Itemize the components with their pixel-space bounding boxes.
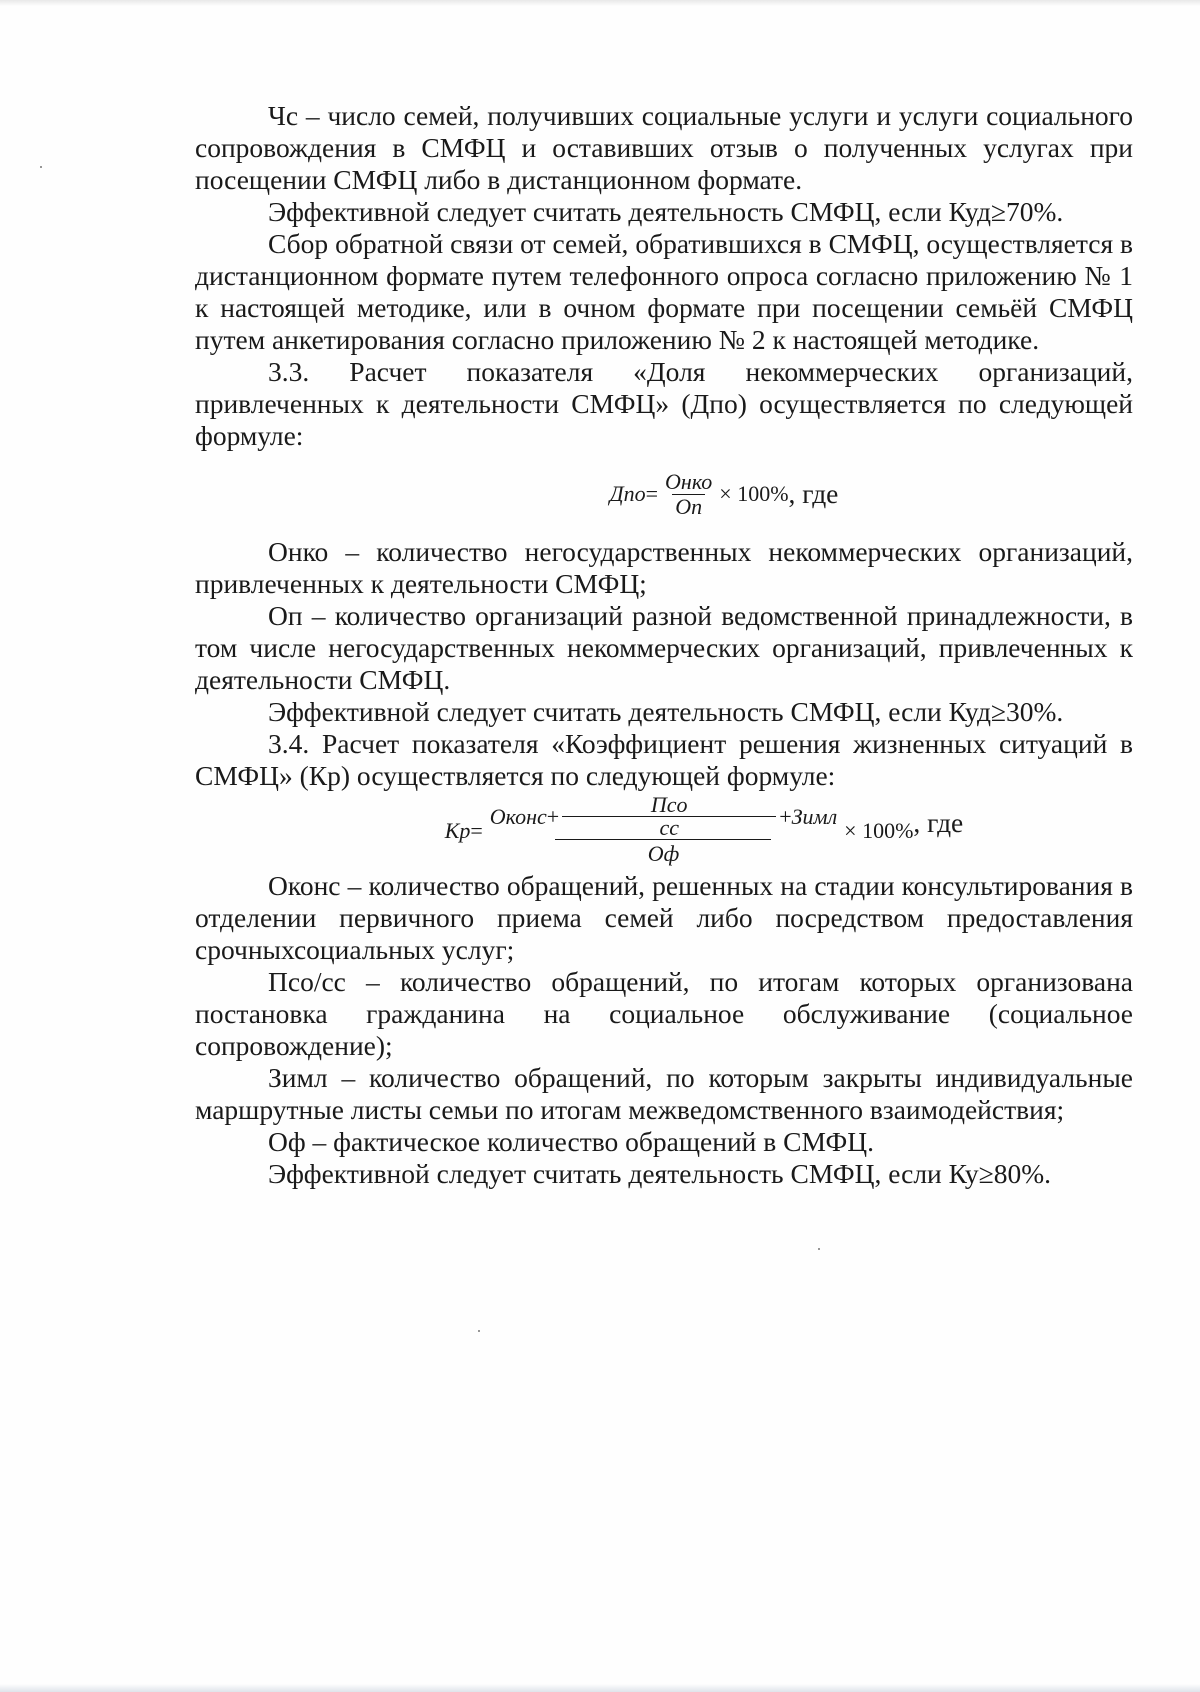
- paragraph-efficiency-30: Эффективной следует считать деятельность СМФЦ, если Куд≥30%.: [268, 696, 1064, 727]
- paragraph-ziml-definition: Зимл – количество обращений, по которым закрыты индивидуальные маршрутные листы семьи по итогам межведомственного взаимодействия;: [195, 1062, 1133, 1125]
- formula-kr-numerator: [487, 794, 840, 839]
- scan-speck: [478, 1330, 480, 1332]
- formula-kr-inner-fraction: [562, 794, 776, 839]
- formula-kr-inner-numerator: Пco: [650, 792, 688, 817]
- formula-kr-plus-2: +: [779, 803, 792, 829]
- formula-kr-equals: =: [470, 818, 483, 843]
- formula-dpo-numerator: Онко: [665, 468, 713, 494]
- formula-kr-term-ziml: Зимл: [791, 803, 838, 829]
- scan-speck: [818, 1248, 820, 1250]
- paragraph-section-3-3: 3.3. Расчет показателя «Доля некоммерческих организаций, привлеченных к деятельности СМФЦ» (Дпо) осуществляется по следующей формуле:: [195, 356, 1133, 451]
- formula-kr: [275, 792, 1133, 870]
- paragraph-efficiency-70: Эффективной следует считать деятельность СМФЦ, если Куд≥70%.: [268, 196, 1064, 227]
- formula-dpo-fraction: [662, 470, 715, 519]
- document-body: [195, 100, 1133, 1190]
- formula-dpo-equals: =: [645, 481, 659, 506]
- paragraph-okons-definition: Оконс – количество обращений, решенных на стадии консультирования в отделении первичного приема семей либо посредством предоставления срочныхсоциальных услуг;: [195, 870, 1133, 965]
- formula-kr-plus-1: +: [546, 803, 560, 829]
- paragraph-of-definition: Оф – фактическое количество обращений в СМФЦ.: [268, 1126, 875, 1157]
- formula-dpo-lhs: Дпо: [609, 481, 646, 506]
- formula-kr-tail: , где: [913, 807, 964, 838]
- scan-edge-bottom: [0, 1684, 1200, 1692]
- paragraph-op-definition: Оп – количество организаций разной ведомственной принадлежности, в том числе негосударственных некоммерческих организаций, привлеченных к деятельности СМФЦ.: [195, 600, 1133, 695]
- paragraph-onko-definition: Онко – количество негосударственных некоммерческих организаций, привлеченных к деятельности СМФЦ;: [195, 536, 1133, 599]
- paragraph-feedback-collection: Сбор обратной связи от семей, обратившихся в СМФЦ, осуществляется в дистанционном формате путем телефонного опроса согласно приложению № 1 к настоящей методике, или в очном формате при посещении семьёй СМФЦ путем анкетирования согласно приложению № 2 к настоящей методике.: [195, 228, 1133, 355]
- paragraph-chs-definition: Чс – число семей, получивших социальные услуги и услуги социального сопровождения в СМФЦ и оставивших отзыв о полученных услугах при посещении СМФЦ либо в дистанционном формате.: [195, 100, 1133, 195]
- paragraph-efficiency-80: Эффективной следует считать деятельность СМФЦ, если Ку≥80%.: [268, 1158, 1052, 1189]
- formula-dpo-tail: , где: [788, 478, 839, 509]
- formula-kr-lhs: Кр: [444, 818, 471, 843]
- formula-kr-inner-denominator: cc: [562, 816, 776, 839]
- formula-dpo: [315, 452, 1133, 536]
- formula-kr-term-okons: Оконс: [489, 803, 547, 829]
- formula-kr-fraction: [487, 794, 840, 868]
- formula-kr-multiplier: × 100%: [844, 818, 914, 843]
- paragraph-section-3-4: 3.4. Расчет показателя «Коэффициент решения жизненных ситуаций в СМФЦ» (Кр) осуществляется по следующей формуле:: [195, 728, 1133, 791]
- scan-speck: [40, 166, 42, 168]
- scan-edge-top: [0, 0, 1200, 6]
- formula-kr-denominator: Оф: [555, 839, 771, 868]
- formula-dpo-multiplier: × 100%: [719, 481, 789, 506]
- paragraph-pso-definition: Псо/сс – количество обращений, по итогам которых организована постановка гражданина на социальное обслуживание (социальное сопровождение);: [195, 966, 1133, 1061]
- formula-dpo-denominator: Оп: [672, 494, 705, 519]
